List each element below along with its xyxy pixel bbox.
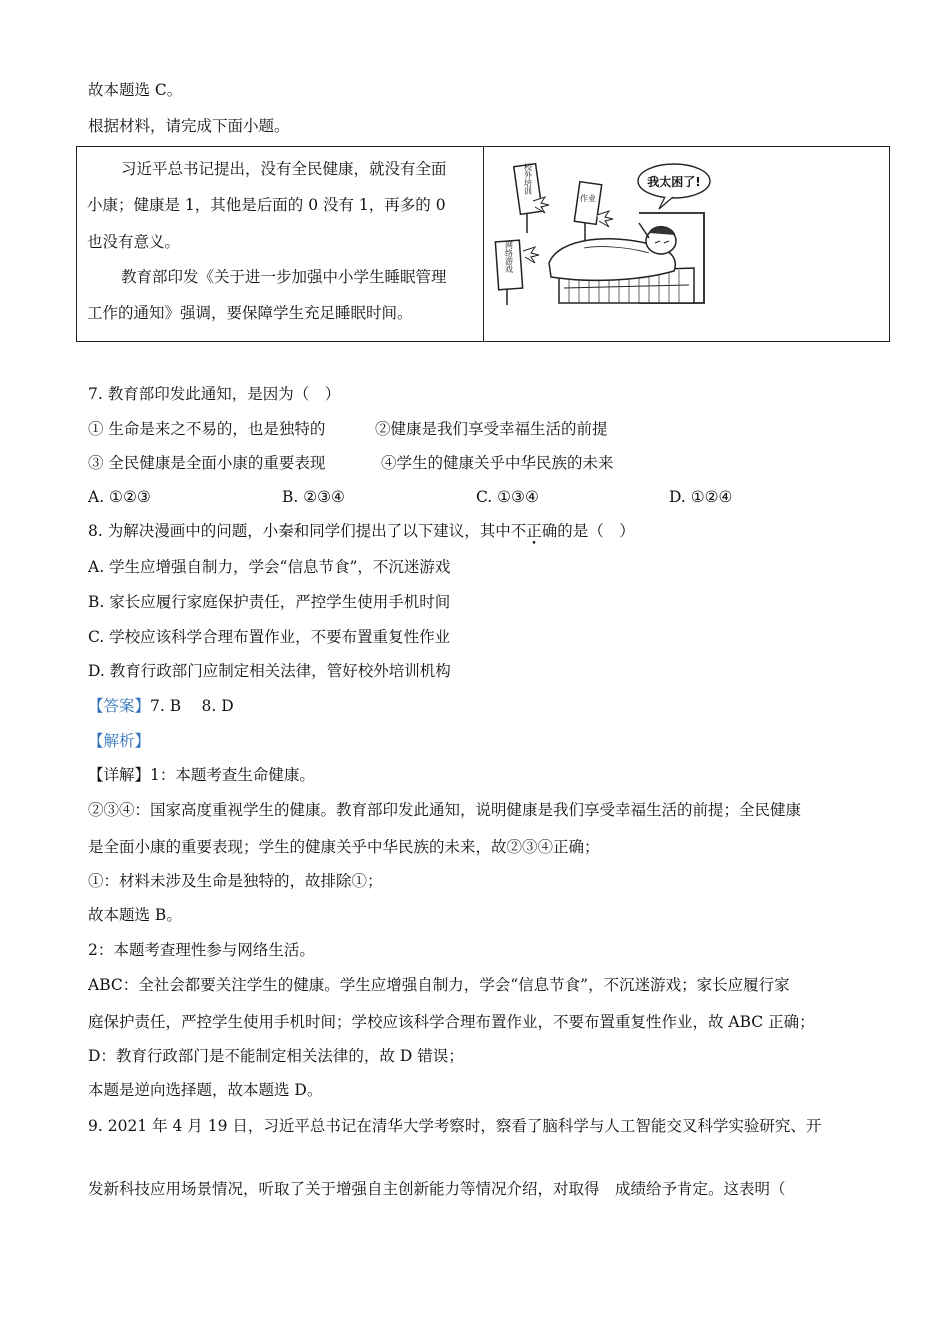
question-8-stem [88, 521, 635, 541]
sign-text: 网络游戏 [504, 241, 514, 273]
material-text: 也没有意义。 [87, 233, 181, 251]
answer-line [88, 696, 234, 716]
speech-bubble-text: 我太困了! [647, 175, 701, 189]
question-7-stem: 7. 教育部印发此通知，是因为（ ） [88, 385, 341, 403]
q8-option-b[interactable]: B. 家长应履行家庭保护责任，严控学生使用手机时间 [88, 593, 451, 611]
analysis-line: 是全面小康的重要表现；学生的健康关乎中华民族的未来，故②③④正确； [88, 838, 600, 856]
material-text: 工作的通知》强调，要保障学生充足睡眠时间。 [87, 304, 413, 322]
q8-option-a[interactable]: A. 学生应增强自制力，学会“信息节食”，不沉迷游戏 [88, 558, 451, 576]
q7-option-d[interactable]: D. ①②④ [669, 488, 733, 506]
sign-text: 作业 [580, 194, 596, 203]
analysis-line: 本题是逆向选择题，故本题选 D。 [88, 1081, 323, 1099]
text-line: 故本题选 C。 [88, 81, 183, 99]
q8-stem-text: 的是（ ） [557, 522, 635, 540]
cartoon-illustration [489, 153, 713, 311]
text-line: 根据材料，请完成下面小题。 [88, 117, 290, 135]
q7-statement: ③ 全民健康是全面小康的重要表现 [88, 454, 326, 472]
analysis-tag: 【解析】 [88, 732, 151, 750]
answer-text: 7. B 8. D [150, 697, 234, 715]
answer-tag: 【答案】 [88, 697, 151, 715]
question-9-stem: 发新科技应用场景情况，听取了关于增强自主创新能力等情况介绍，对取得 成绩给予肯定。这表明（ [88, 1180, 786, 1198]
analysis-line: 故本题选 B。 [88, 906, 182, 924]
analysis-line: ①：材料未涉及生命是独特的，故排除①； [88, 872, 383, 890]
analysis-line: D：教育行政部门是不能制定相关法律的，故 D 错误； [88, 1047, 464, 1065]
analysis-line: ABC：全社会都要关注学生的健康。学生应增强自制力，学会“信息节食”，不沉迷游戏；家长应履行家 [88, 976, 790, 994]
question-9-stem: 9. 2021 年 4 月 19 日，习近平总书记在清华大学考察时，察看了脑科学与人工智能交叉科学实验研究、开 [88, 1117, 822, 1135]
sign-text: 校外培训 [523, 163, 533, 195]
analysis-line: 【详解】1：本题考查生命健康。 [88, 766, 315, 784]
q7-statement: ②健康是我们享受幸福生活的前提 [375, 420, 608, 438]
q7-option-a[interactable]: A. ①②③ [88, 488, 151, 506]
q7-statement: ① 生命是来之不易的，也是独特的 [88, 420, 326, 438]
analysis-line: ②③④：国家高度重视学生的健康。教育部印发此通知，说明健康是我们享受幸福生活的前提；全民健康 [88, 801, 802, 819]
material-text: 习近平总书记提出，没有全民健康，就没有全面 [121, 160, 447, 178]
analysis-line: 庭保护责任，严控学生使用手机时间；学校应该科学合理布置作业，不要布置重复性作业，故 ABC 正确； [88, 1013, 815, 1031]
q8-stem-text: 8. 为解决漫画中的问题，小秦和同学们提出了以下建议，其中 [88, 522, 511, 540]
material-text: 教育部印发《关于进一步加强中小学生睡眠管理 [121, 268, 447, 286]
q8-emphasis-text: 不正确 [510, 522, 558, 540]
box-divider [483, 147, 484, 341]
analysis-line: 2：本题考查理性参与网络生活。 [88, 941, 315, 959]
q7-statement: ④学生的健康关乎中华民族的未来 [381, 454, 614, 472]
material-box [76, 146, 890, 342]
material-text: 小康；健康是 1，其他是后面的 0 没有 1，再多的 0 [87, 196, 446, 214]
q7-option-c[interactable]: C. ①③④ [476, 488, 539, 506]
q7-option-b[interactable]: B. ②③④ [282, 488, 345, 506]
q8-option-d[interactable]: D. 教育行政部门应制定相关法律，管好校外培训机构 [88, 662, 451, 680]
q8-option-c[interactable]: C. 学校应该科学合理布置作业，不要布置重复性作业 [88, 628, 451, 646]
